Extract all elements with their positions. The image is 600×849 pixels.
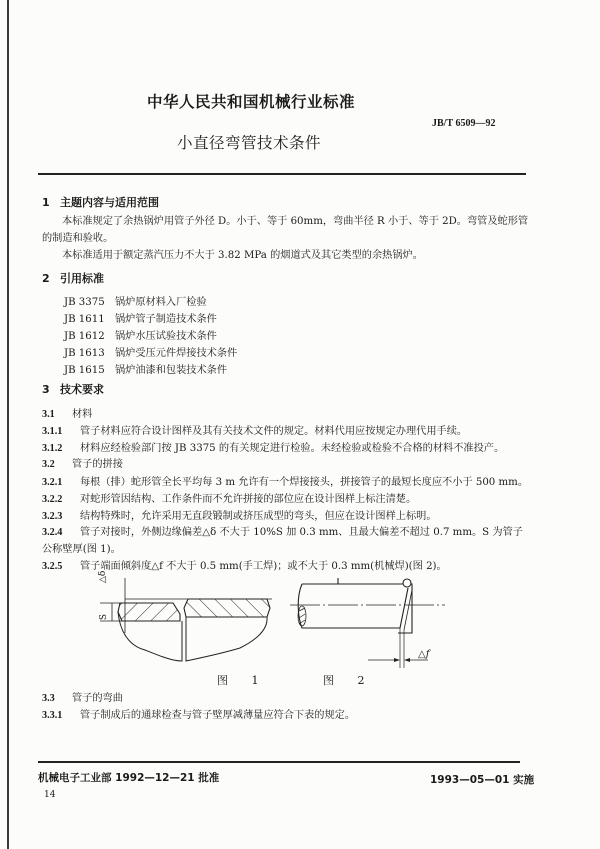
figure-1-delta-label: △δ: [98, 570, 108, 583]
reference-item: [64, 361, 227, 376]
clause-text: 材料应经检验部门按 JB 3375 的有关规定进行检验。未经检验或检验不合格的材料不准投产。: [80, 443, 505, 454]
section-title: 技术要求: [60, 383, 104, 396]
paragraph-continuation: 的制造和验收。: [42, 233, 114, 244]
clause: [42, 422, 467, 437]
clause-text: 管子材料应符合设计图样及其有关技术文件的规定。材料代用应按规定办理代用手续。: [80, 426, 468, 437]
clause: [42, 439, 504, 454]
clause-number: 3.1: [42, 409, 55, 420]
clause-text: 管子的弯曲: [72, 693, 123, 704]
figure-1-caption: 图 1: [217, 674, 269, 687]
clause-text: 材料: [72, 409, 93, 420]
document-title: 小直径弯管技术条件: [177, 134, 322, 152]
standard-body-heading: 中华人民共和国机械行业标准: [147, 93, 356, 111]
section-title: 引用标准: [60, 272, 104, 285]
clause: [42, 473, 528, 488]
clause: [42, 490, 416, 505]
footer-rule: [38, 761, 520, 763]
section-number: 2: [42, 272, 50, 285]
clause-number: 3.2.2: [42, 494, 63, 505]
section-number: 3: [42, 383, 50, 396]
reference-name: 锅炉受压元件焊接技术条件: [115, 348, 238, 359]
clause: [42, 689, 123, 704]
clause-number: 3.3.1: [42, 710, 63, 721]
clause: [42, 706, 355, 721]
section-2-heading: [42, 270, 104, 286]
clause-number: 3.2.4: [42, 527, 63, 538]
clause-text: 管子制成后的通球检查与管子壁厚减薄量应符合下表的规定。: [80, 710, 356, 721]
approval-line: 机械电子工业部 1992—12—21 批准: [38, 772, 220, 784]
reference-code: JB 1615: [64, 365, 105, 376]
figure-1-butt-joint-diagram: [100, 578, 280, 678]
implementation-date: 1993—05—01 实施: [430, 774, 535, 786]
reference-code: JB 1611: [64, 314, 105, 325]
clause-number: 3.2.3: [42, 511, 63, 522]
reference-name: 锅炉油漆和包装技术条件: [115, 365, 228, 376]
reference-item: [64, 310, 217, 325]
reference-name: 锅炉原材料入厂检验: [115, 297, 207, 308]
reference-code: JB 1612: [64, 331, 105, 342]
clause-text: 对蛇形管因结构、工作条件而不允许拼接的部位应在设计图样上标注清楚。: [80, 494, 417, 505]
figure-2-caption: 图 2: [323, 674, 375, 687]
clause-number: 3.3: [42, 693, 55, 704]
page-number: 14: [44, 790, 56, 800]
clause-number: 3.1.2: [42, 443, 63, 454]
clause-number: 3.2.1: [42, 477, 63, 488]
paragraph: 本标准适用于额定蒸汽压力不大于 3.82 MPa 的烟道式及其它类型的余热锅炉。: [62, 250, 423, 261]
reference-name: 锅炉管子制造技术条件: [115, 314, 217, 325]
clause-text: 管子的拼接: [72, 459, 123, 470]
reference-name: 锅炉水压试验技术条件: [115, 331, 217, 342]
section-1-heading: [42, 194, 159, 210]
clause-text: 每根（排）蛇形管全长平均每 3 m 允许有一个焊接接头，拼接管子的最短长度应不小于 500 mm。: [80, 477, 529, 488]
clause-text: 结构特殊时，允许采用无直段锻制或挤压成型的弯头，但应在设计图样上标明。: [80, 511, 437, 522]
clause: [42, 455, 123, 470]
section-title: 主题内容与适用范围: [60, 196, 159, 209]
clause-number: 3.1.1: [42, 426, 63, 437]
clause-number: 3.2: [42, 459, 55, 470]
clause: [42, 507, 437, 522]
clause-continuation: [42, 540, 121, 555]
clause-text: 公称壁厚(图 1)。: [42, 544, 121, 555]
reference-code: JB 1613: [64, 348, 105, 359]
section-3-heading: [42, 381, 104, 397]
clause-number: 3.2.5: [42, 561, 63, 572]
page-edge-border: [7, 0, 9, 849]
paragraph: 本标准规定了余热锅炉用管子外径 D。小于、等于 60mm，弯曲半径 R 小于、等于 2D。弯管及蛇形管: [62, 216, 529, 227]
clause-text: 管子端面倾斜度△f 不大于 0.5 mm(手工焊)；或不大于 0.3 mm(机械焊)(图 2)。: [80, 561, 447, 572]
standard-code: JB/T 6509—92: [432, 118, 496, 129]
reference-code: JB 3375: [64, 297, 105, 308]
clause-text: 管子对接时，外侧边缘偏差△δ 不大于 10%S 加 0.3 mm、且最大偏差不超过 0.7 mm。S 为管子: [80, 527, 523, 538]
clause: [42, 405, 92, 420]
reference-item: [64, 327, 217, 342]
section-number: 1: [42, 196, 50, 209]
figure-1-s-label: S: [99, 613, 110, 621]
figure-2-delta-label: △f: [418, 649, 430, 660]
reference-item: [64, 344, 237, 359]
header-rule: [38, 173, 526, 175]
figure-2-end-inclination-diagram: [290, 578, 460, 673]
clause: [42, 523, 523, 538]
reference-item: [64, 293, 207, 308]
